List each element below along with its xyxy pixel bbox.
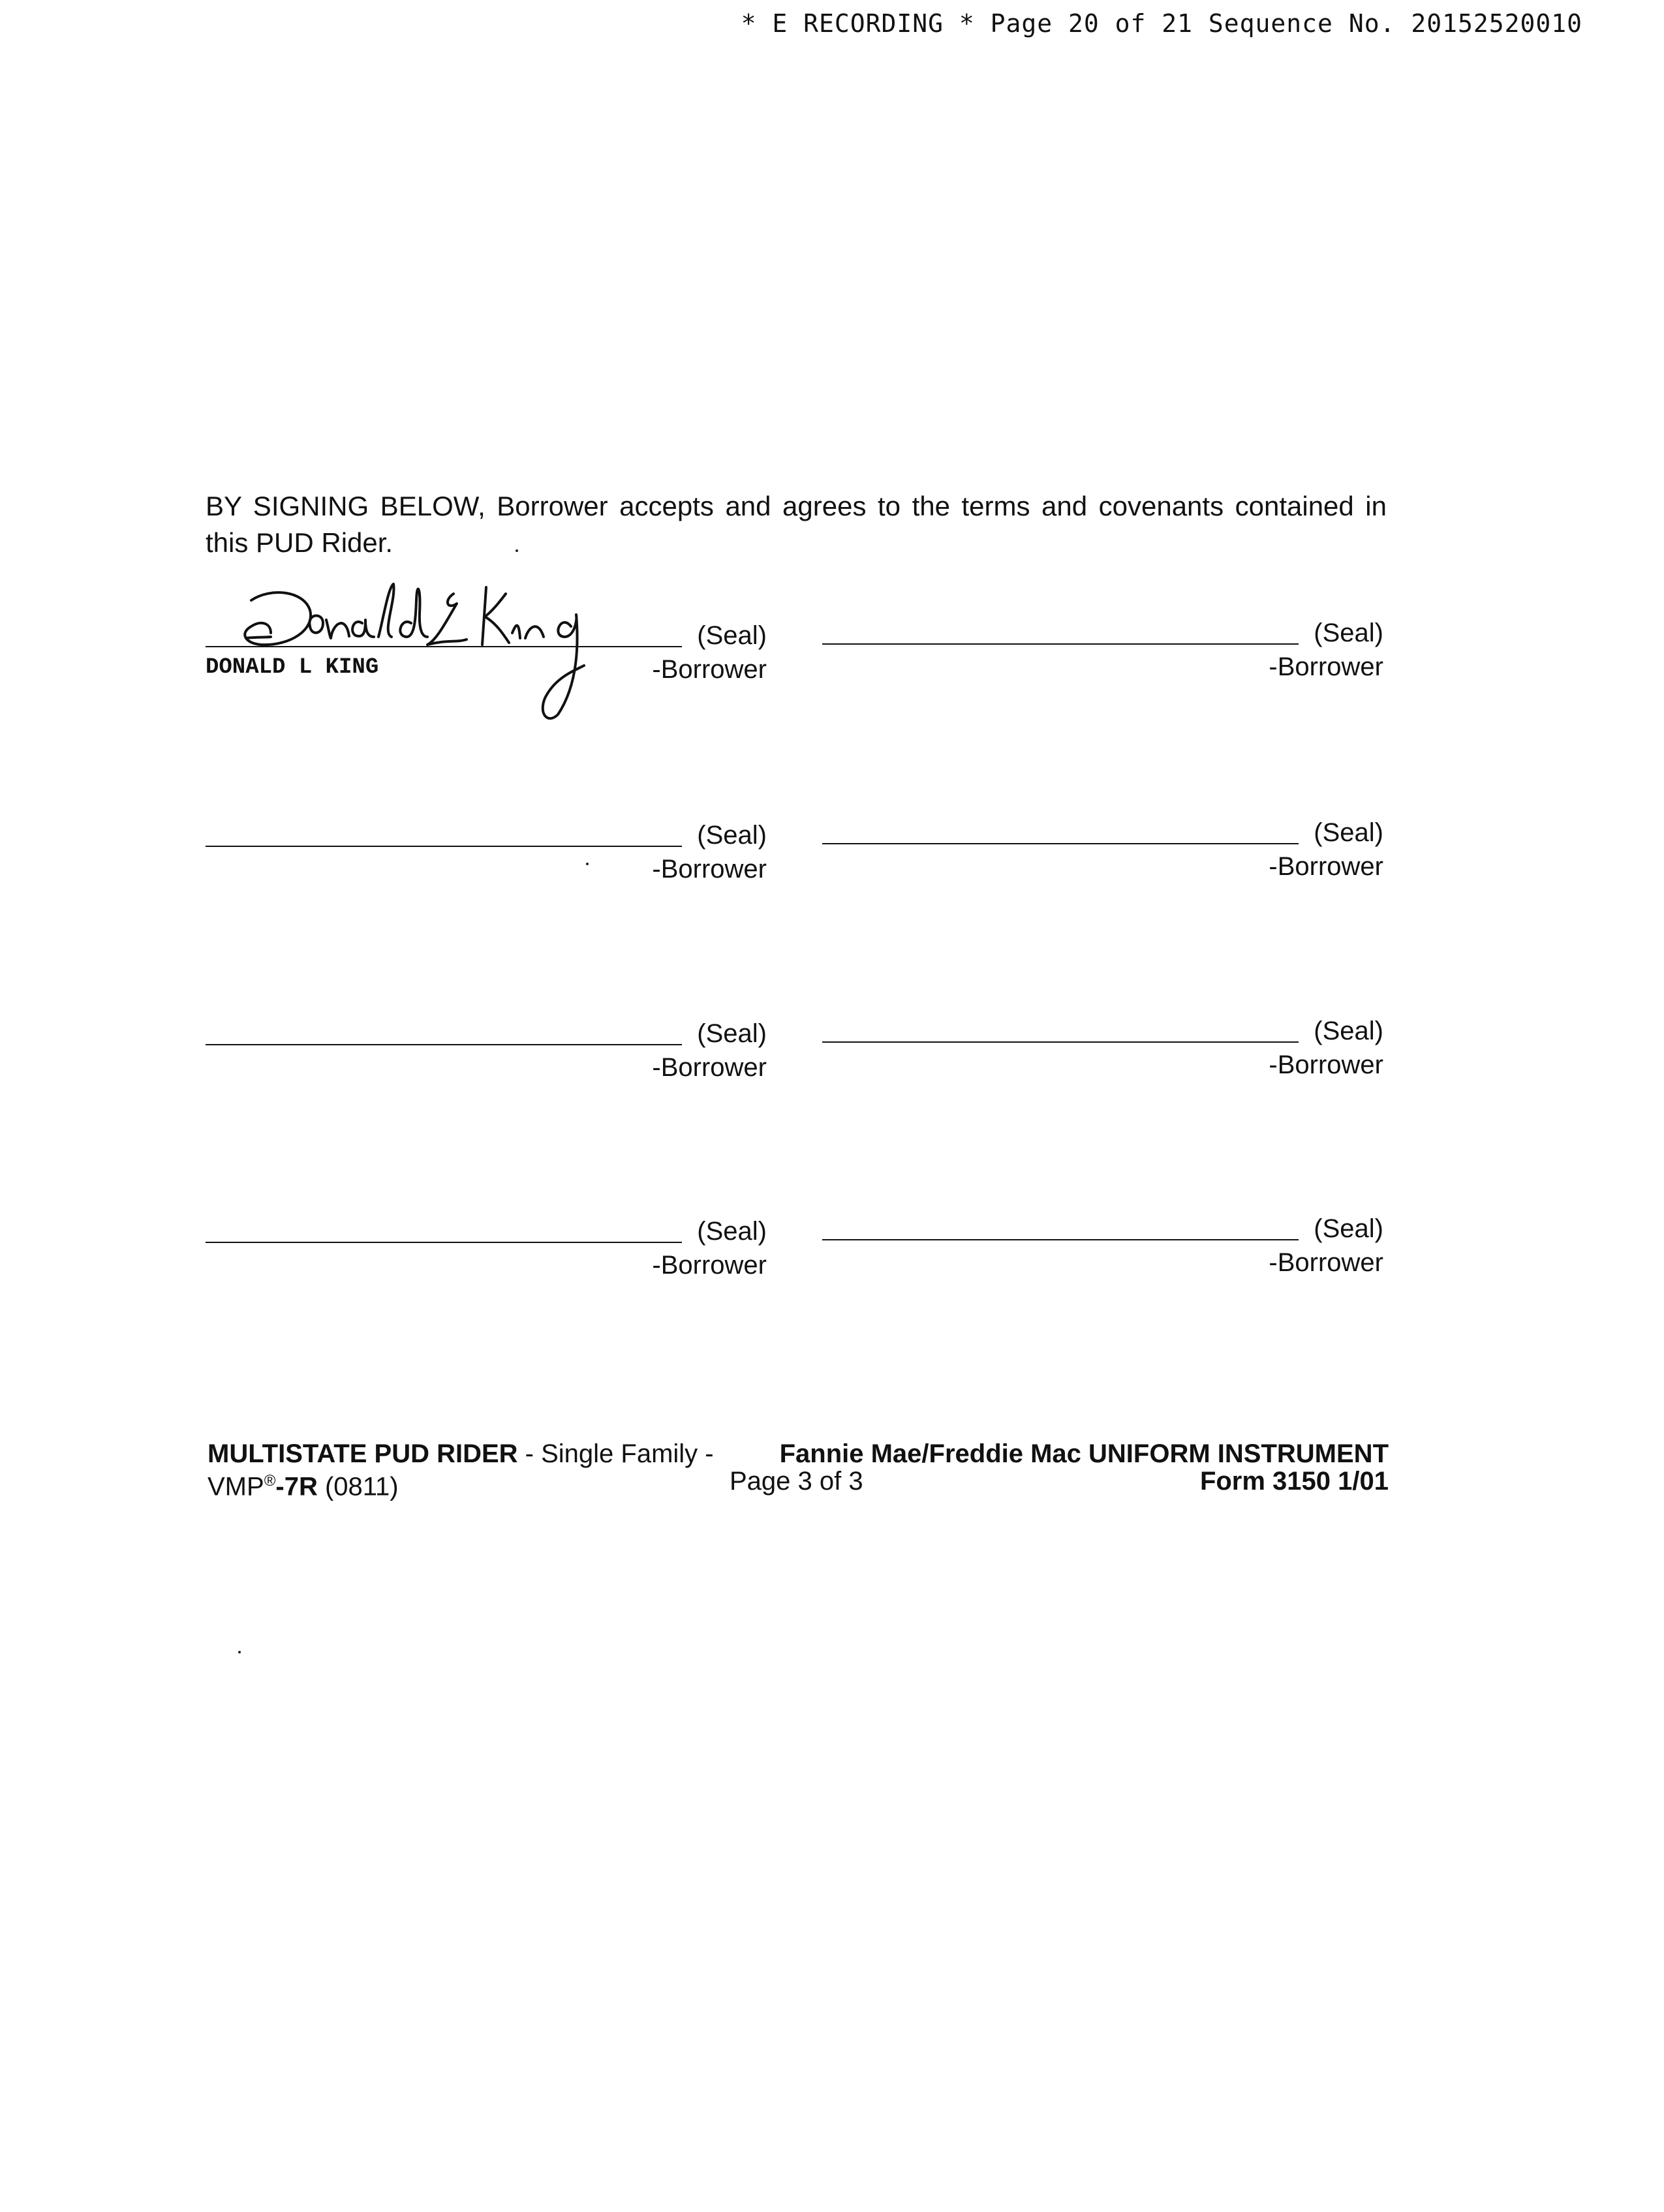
form-subtitle: - Single Family - — [517, 1439, 721, 1468]
signature-block-3 — [206, 821, 767, 893]
borrower-label: -Borrower — [1269, 852, 1383, 881]
borrower-name: DONALD L KING — [206, 655, 379, 680]
borrower-label: -Borrower — [1269, 1248, 1383, 1277]
signature-block-4 — [822, 818, 1383, 890]
page-number: Page 3 of 3 — [730, 1467, 863, 1496]
seal-label: (Seal) — [697, 1019, 767, 1048]
signing-statement: BY SIGNING BELOW, Borrower accepts and agrees to the terms and covenants contained in this PUD Rider. — [206, 491, 1387, 558]
seal-label: (Seal) — [1314, 619, 1383, 647]
signature-line[interactable] — [822, 1041, 1299, 1043]
scan-speck — [238, 1651, 241, 1653]
signature-line[interactable] — [206, 846, 682, 847]
seal-label: (Seal) — [697, 821, 767, 850]
borrower-label: -Borrower — [652, 655, 767, 684]
registered-mark: ® — [264, 1472, 276, 1490]
signature-block-2 — [822, 619, 1383, 690]
borrower-label: -Borrower — [1269, 1051, 1383, 1079]
signature-line[interactable] — [822, 1239, 1299, 1240]
vmp-label: VMP — [208, 1472, 264, 1501]
scan-speck — [586, 863, 589, 865]
signature-line[interactable] — [822, 843, 1299, 844]
scan-speck — [516, 549, 518, 552]
vmp-code: -7R — [275, 1472, 318, 1501]
signature-line[interactable] — [206, 1044, 682, 1045]
seal-label: (Seal) — [697, 621, 767, 650]
seal-label: (Seal) — [1314, 1214, 1383, 1243]
signature-line[interactable] — [822, 643, 1299, 645]
borrower-label: -Borrower — [652, 1053, 767, 1082]
form-footer-line-1 — [208, 1441, 1389, 1467]
signature-block-6 — [822, 1017, 1383, 1088]
seal-label: (Seal) — [1314, 818, 1383, 847]
signature-block-8 — [822, 1214, 1383, 1286]
recording-header: * E RECORDING * Page 20 of 21 Sequence No. 20152520010 — [741, 9, 1582, 38]
borrower-label: -Borrower — [652, 1251, 767, 1280]
signature-line[interactable] — [206, 1242, 682, 1243]
form-title: MULTISTATE PUD RIDER — [208, 1439, 518, 1468]
form-footer-line-2 — [208, 1468, 1389, 1499]
signature-block-1 — [206, 621, 767, 693]
signature-block-7 — [206, 1217, 767, 1289]
form-number: Form 3150 1/01 — [1199, 1467, 1389, 1496]
instrument-label: Fannie Mae/Freddie Mac UNIFORM INSTRUMENT — [779, 1439, 1389, 1468]
seal-label: (Seal) — [697, 1217, 767, 1246]
seal-label: (Seal) — [1314, 1017, 1383, 1045]
borrower-label: -Borrower — [1269, 653, 1383, 681]
borrower-label: -Borrower — [652, 855, 767, 883]
signature-block-5 — [206, 1019, 767, 1091]
signature-line[interactable] — [206, 646, 682, 647]
vmp-version: (0811) — [317, 1472, 399, 1501]
